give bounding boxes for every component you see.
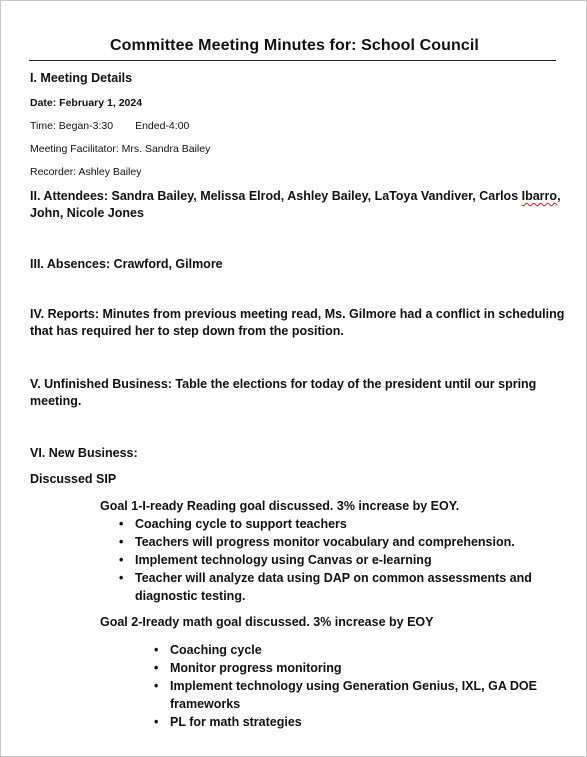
list-item-continuation: frameworks xyxy=(170,697,241,711)
attendees-line-2: John, Nicole Jones xyxy=(30,206,144,220)
reports-line-2: that has required her to step down from the position. xyxy=(30,324,344,338)
section-absences: III. Absences: Crawford, Gilmore xyxy=(30,257,223,271)
meeting-recorder: Recorder: Ashley Bailey xyxy=(30,166,142,178)
time-ended: Ended-4:00 xyxy=(135,120,190,132)
attendees-comma: , xyxy=(557,189,561,203)
attendees-line-1 xyxy=(30,188,561,205)
section-new-business-heading: VI. New Business: xyxy=(30,446,138,460)
misspelled-word: Ibarro xyxy=(521,189,558,203)
attendees-text: II. Attendees: Sandra Bailey, Melissa Elrod, Ashley Bailey, LaToya Vandiver, Carlos xyxy=(30,189,522,203)
list-item: • PL for math strategies xyxy=(154,715,302,729)
list-item: • Implement technology using Generation Genius, IXL, GA DOE xyxy=(154,679,537,693)
section-reports xyxy=(30,306,565,340)
bullet-icon: • xyxy=(154,661,159,675)
goal-2-title: Goal 2-Iready math goal discussed. 3% increase by EOY xyxy=(100,615,434,629)
meeting-facilitator: Meeting Facilitator: Mrs. Sandra Bailey xyxy=(30,143,211,155)
section-meeting-details-heading: I. Meeting Details xyxy=(30,71,133,85)
list-item: • Coaching cycle to support teachers xyxy=(119,517,347,531)
meeting-time xyxy=(30,120,189,132)
list-item: • Coaching cycle xyxy=(154,643,262,657)
bullet-icon: • xyxy=(119,535,124,549)
list-item: • Teacher will analyze data using DAP on common assessments and xyxy=(119,571,532,585)
bullet-icon: • xyxy=(119,553,124,567)
list-item: • Teachers will progress monitor vocabulary and comprehension. xyxy=(119,535,515,549)
goal-1-title: Goal 1-I-ready Reading goal discussed. 3% increase by EOY. xyxy=(100,499,460,513)
document-title: Committee Meeting Minutes for: School Council xyxy=(110,37,479,54)
bullet-icon: • xyxy=(154,715,159,729)
bullet-icon: • xyxy=(154,679,159,693)
bullet-icon: • xyxy=(119,571,124,585)
bullet-icon: • xyxy=(119,517,124,531)
list-item-continuation: diagnostic testing. xyxy=(135,589,246,603)
section-attendees xyxy=(30,188,561,222)
discussed-sip: Discussed SIP xyxy=(30,472,117,486)
reports-line-1: IV. Reports: Minutes from previous meeting read, Ms. Gilmore had a conflict in scheduling xyxy=(30,307,565,321)
unfinished-line-2: meeting. xyxy=(30,394,82,408)
title-underline xyxy=(29,60,556,61)
unfinished-line-1: V. Unfinished Business: Table the elections for today of the president until our spring xyxy=(30,377,537,391)
list-item: • Monitor progress monitoring xyxy=(154,661,342,675)
bullet-icon: • xyxy=(154,643,159,657)
time-began: Time: Began-3:30 xyxy=(30,120,114,132)
section-unfinished-business xyxy=(30,376,550,410)
list-item: • Implement technology using Canvas or e-learning xyxy=(119,553,432,567)
meeting-date: Date: February 1, 2024 xyxy=(30,97,143,109)
